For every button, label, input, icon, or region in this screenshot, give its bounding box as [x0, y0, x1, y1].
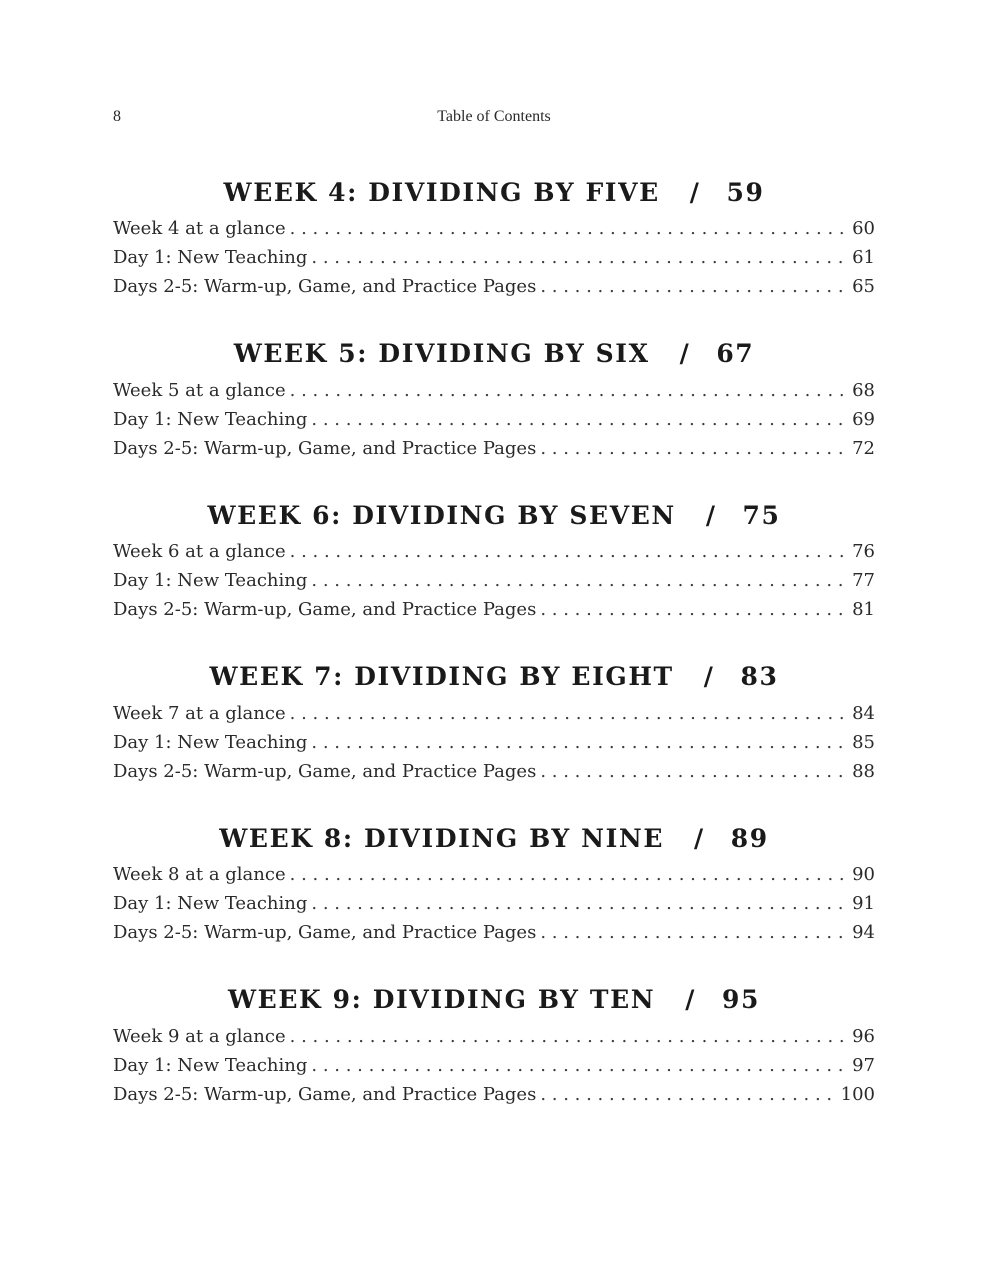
toc-entry[interactable] — [113, 703, 875, 732]
dot-leader — [311, 732, 848, 753]
entry-label: Days 2-5: Warm-up, Game, and Practice Pages — [113, 922, 537, 944]
entry-label: Day 1: New Teaching — [113, 893, 308, 915]
entry-page: 72 — [852, 437, 875, 459]
entry-page: 65 — [852, 276, 875, 298]
entry-page: 68 — [852, 379, 875, 401]
dot-leader — [290, 703, 848, 724]
section-page: 89 — [730, 823, 769, 853]
toc-entry[interactable] — [113, 247, 875, 276]
entry-page: 88 — [852, 760, 875, 782]
entry-page: 100 — [840, 1083, 875, 1105]
toc-entry[interactable] — [113, 732, 875, 761]
entry-page: 85 — [852, 731, 875, 753]
entry-label: Day 1: New Teaching — [113, 247, 308, 269]
toc-entry[interactable] — [113, 218, 875, 247]
section-heading — [113, 332, 875, 376]
dot-leader — [540, 761, 848, 782]
entry-label: Week 6 at a glance — [113, 541, 286, 562]
entry-label: Day 1: New Teaching — [113, 408, 308, 430]
section-title: WEEK 7: DIVIDING BY EIGHT — [209, 662, 674, 691]
section-separator: / — [689, 177, 701, 207]
section-heading — [113, 493, 875, 537]
entry-label: Week 4 at a glance — [113, 218, 286, 239]
dot-leader — [290, 864, 848, 885]
toc-entry[interactable] — [113, 1026, 875, 1055]
toc-entry[interactable] — [113, 761, 875, 790]
section-heading — [113, 816, 875, 860]
entry-label: Days 2-5: Warm-up, Game, and Practice Pages — [113, 599, 537, 621]
toc-entry[interactable] — [113, 380, 875, 409]
section-separator: / — [679, 339, 691, 368]
entry-label: Days 2-5: Warm-up, Game, and Practice Pages — [113, 1083, 537, 1105]
dot-leader — [540, 438, 848, 459]
entry-label: Day 1: New Teaching — [113, 731, 308, 753]
section-title: WEEK 6: DIVIDING BY SEVEN — [207, 500, 676, 530]
entry-list — [113, 218, 875, 306]
toc-entry[interactable] — [113, 1055, 875, 1084]
entry-label: Days 2-5: Warm-up, Game, and Practice Pages — [113, 760, 537, 782]
toc-entry[interactable] — [113, 1084, 875, 1113]
toc-entry[interactable] — [113, 570, 875, 599]
section-separator: / — [694, 823, 705, 853]
dot-leader — [290, 380, 848, 401]
dot-leader — [311, 1055, 848, 1076]
section-title: WEEK 4: DIVIDING BY FIVE — [223, 177, 660, 207]
toc-section-week-5 — [113, 332, 875, 494]
entry-label: Week 7 at a glance — [113, 702, 286, 724]
entry-list — [113, 380, 875, 468]
entry-page: 61 — [852, 247, 875, 269]
dot-leader — [540, 922, 848, 943]
entry-list — [113, 541, 875, 629]
running-head — [113, 108, 875, 130]
dot-leader — [311, 570, 848, 591]
entry-label: Day 1: New Teaching — [113, 1054, 308, 1076]
entry-page: 91 — [852, 893, 875, 915]
entry-list — [113, 1026, 875, 1114]
section-heading — [113, 978, 875, 1022]
section-title: WEEK 5: DIVIDING BY SIX — [233, 339, 650, 368]
dot-leader — [540, 276, 848, 297]
toc-entry[interactable] — [113, 276, 875, 305]
toc-entry[interactable] — [113, 541, 875, 570]
entry-page: 94 — [852, 922, 875, 944]
toc-section-week-9 — [113, 978, 875, 1140]
entry-label: Days 2-5: Warm-up, Game, and Practice Pages — [113, 276, 537, 298]
section-separator: / — [685, 985, 696, 1014]
section-separator: / — [705, 500, 717, 530]
dot-leader — [290, 541, 848, 562]
entry-page: 77 — [852, 570, 875, 592]
running-head-title: Table of Contents — [437, 108, 551, 125]
toc-entry[interactable] — [113, 893, 875, 922]
toc-section-week-6 — [113, 493, 875, 655]
dot-leader — [290, 1026, 848, 1047]
dot-leader — [311, 893, 848, 914]
entry-page: 97 — [852, 1054, 875, 1076]
entry-label: Days 2-5: Warm-up, Game, and Practice Pages — [113, 437, 537, 459]
entry-page: 60 — [852, 218, 875, 239]
section-page: 83 — [740, 662, 779, 691]
page-number: 8 — [113, 108, 121, 125]
entry-page: 69 — [852, 408, 875, 430]
dot-leader — [311, 247, 848, 268]
toc-entry[interactable] — [113, 922, 875, 951]
entry-label: Week 5 at a glance — [113, 379, 286, 401]
entry-list — [113, 864, 875, 952]
section-separator: / — [703, 662, 715, 691]
entry-page: 81 — [852, 599, 875, 621]
entry-page: 96 — [852, 1025, 875, 1047]
section-page: 95 — [721, 985, 760, 1014]
section-page: 59 — [726, 177, 765, 207]
entry-label: Week 9 at a glance — [113, 1025, 286, 1047]
dot-leader — [290, 218, 848, 239]
dot-leader — [540, 599, 848, 620]
entry-label: Day 1: New Teaching — [113, 570, 308, 592]
toc-entry[interactable] — [113, 438, 875, 467]
toc-section-week-8 — [113, 816, 875, 978]
section-page: 75 — [742, 500, 781, 530]
dot-leader — [540, 1084, 836, 1105]
entry-page: 90 — [852, 864, 875, 885]
toc-entry[interactable] — [113, 409, 875, 438]
toc-entry[interactable] — [113, 599, 875, 628]
section-page: 67 — [716, 339, 755, 368]
section-title: WEEK 9: DIVIDING BY TEN — [228, 985, 656, 1014]
entry-page: 76 — [852, 541, 875, 562]
toc-section-week-7 — [113, 655, 875, 817]
section-heading — [113, 655, 875, 699]
entry-label: Week 8 at a glance — [113, 864, 286, 885]
section-title: WEEK 8: DIVIDING BY NINE — [219, 823, 665, 853]
section-heading — [113, 170, 875, 214]
entry-list — [113, 703, 875, 791]
entry-page: 84 — [852, 702, 875, 724]
table-of-contents — [113, 170, 875, 1139]
dot-leader — [311, 409, 848, 430]
toc-section-week-4 — [113, 170, 875, 332]
toc-entry[interactable] — [113, 864, 875, 893]
